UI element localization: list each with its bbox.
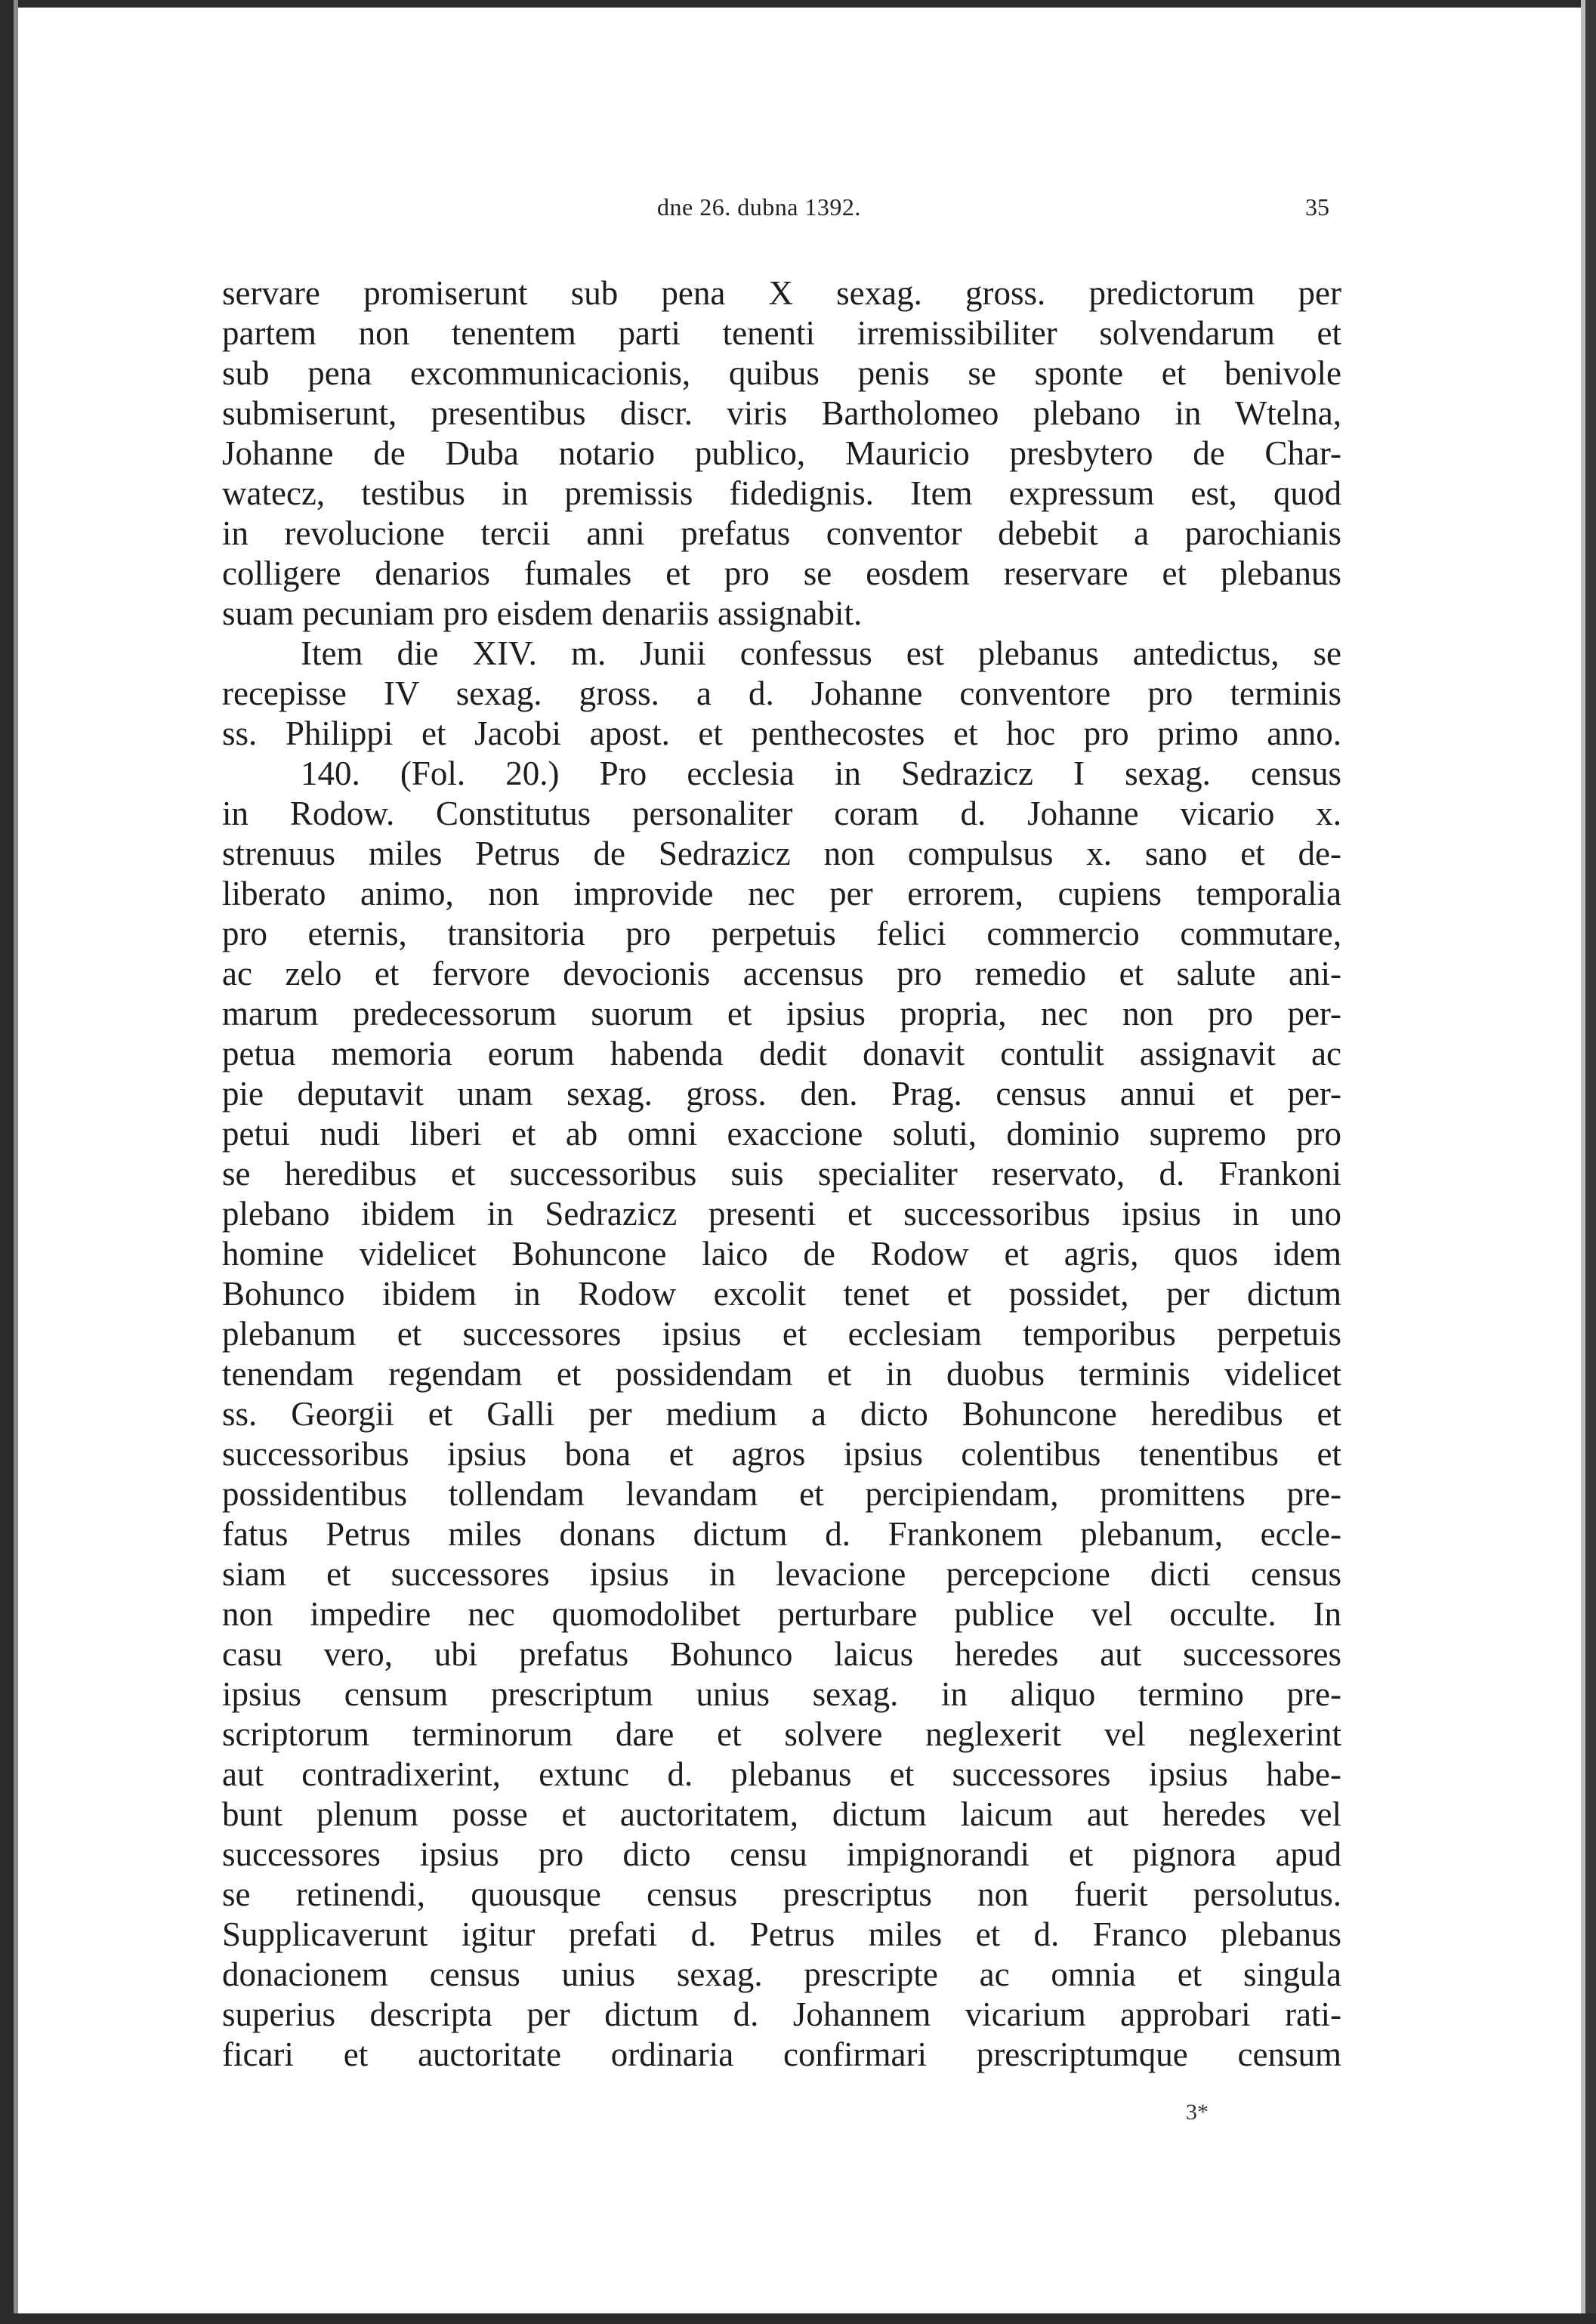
text-line: successoribus ipsius bona et agros ipsius colentibus tenentibus et xyxy=(222,1435,1341,1473)
text-line: casu vero, ubi prefatus Bohunco laicus heredes aut successores xyxy=(222,1635,1341,1673)
text-line: suam pecuniam pro eisdem denariis assignabit. xyxy=(222,594,863,632)
text-line: colligere denarios fumales et pro se eosdem reservare et plebanus xyxy=(222,554,1341,592)
text-line: Bohunco ibidem in Rodow excolit tenet et possidet, per dictum xyxy=(222,1275,1341,1313)
text-line: ss. Philippi et Jacobi apost. et penthecostes et hoc pro primo anno. xyxy=(222,714,1341,752)
page-number: 35 xyxy=(1305,193,1329,221)
scan-edge-right xyxy=(1585,0,1596,2324)
text-line: ss. Georgii et Galli per medium a dicto Bohuncone heredibus et xyxy=(222,1395,1341,1433)
text-line: ac zelo et fervore devocionis accensus pro remedio et salute ani- xyxy=(222,955,1341,992)
text-line: in Rodow. Constitutus personaliter coram d. Johanne vicario x. xyxy=(222,795,1341,832)
scan-edge-top xyxy=(0,0,1596,8)
text-line: se retinendi, quousque census prescriptus non fuerit persolutus. xyxy=(222,1875,1341,1913)
text-line: possidentibus tollendam levandam et percipiendam, promittens pre- xyxy=(222,1475,1341,1513)
text-line: se heredibus et successoribus suis specialiter reservato, d. Frankoni xyxy=(222,1155,1341,1193)
text-line: pie deputavit unam sexag. gross. den. Prag. census annui et per- xyxy=(222,1075,1341,1113)
body-text xyxy=(222,273,1341,2075)
text-line: homine videlicet Bohuncone laico de Rodow et agris, quos idem xyxy=(222,1235,1341,1273)
text-line: donacionem census unius sexag. prescripte ac omnia et singula xyxy=(222,1955,1341,1993)
text-line: in revolucione tercii anni prefatus conventor debebit a parochianis xyxy=(222,514,1341,552)
text-line: submiserunt, presentibus discr. viris Bartholomeo plebano in Wtelna, xyxy=(222,394,1341,432)
text-line: successores ipsius pro dicto censu impignorandi et pignora apud xyxy=(222,1835,1341,1873)
text-line: superius descripta per dictum d. Johannem vicarium approbari rati- xyxy=(222,1995,1341,2033)
scan-edge-left xyxy=(0,0,14,2324)
text-line: sub pena excommunicacionis, quibus penis se sponte et benivole xyxy=(222,354,1341,392)
text-line: petui nudi liberi et ab omni exaccione soluti, dominio supremo pro xyxy=(222,1115,1341,1153)
text-line: liberato animo, non improvide nec per errorem, cupiens temporalia xyxy=(222,875,1341,912)
text-line: non impedire nec quomodolibet perturbare publice vel occulte. In xyxy=(222,1595,1341,1633)
text-line: petua memoria eorum habenda dedit donavit contulit assignavit ac xyxy=(222,1035,1341,1072)
sheet-signature-mark: 3* xyxy=(1186,2100,1209,2125)
scan-edge-right-shadow xyxy=(1581,0,1585,2324)
text-line: recepisse IV sexag. gross. a d. Johanne conventore pro terminis xyxy=(222,674,1341,712)
text-line: aut contradixerint, extunc d. plebanus et successores ipsius habe- xyxy=(222,1755,1341,1793)
text-line: partem non tenentem parti tenenti irremissibiliter solvendarum et xyxy=(222,314,1341,352)
running-head: dne 26. dubna 1392. xyxy=(657,193,861,221)
text-line: plebanum et successores ipsius et ecclesiam temporibus perpetuis xyxy=(222,1315,1341,1353)
text-line: fatus Petrus miles donans dictum d. Frankonem plebanum, eccle- xyxy=(222,1515,1341,1553)
entry-140-heading-line: 140. (Fol. 20.) Pro ecclesia in Sedrazicz I sexag. census xyxy=(301,755,1341,792)
text-line: Item die XIV. m. Junii confessus est plebanus antedictus, se xyxy=(301,634,1341,672)
scan-edge-bottom xyxy=(0,2313,1596,2324)
text-line: strenuus miles Petrus de Sedrazicz non compulsus x. sano et de- xyxy=(222,835,1341,872)
text-line: servare promiserunt sub pena X sexag. gross. predictorum per xyxy=(222,274,1341,312)
text-line: marum predecessorum suorum et ipsius propria, nec non pro per- xyxy=(222,995,1341,1032)
text-line: pro eternis, transitoria pro perpetuis felici commercio commutare, xyxy=(222,915,1341,952)
text-line: siam et successores ipsius in levacione percepcione dicti census xyxy=(222,1555,1341,1593)
text-line: Johanne de Duba notario publico, Mauricio presbytero de Char- xyxy=(222,434,1341,472)
text-line: Supplicaverunt igitur prefati d. Petrus miles et d. Franco plebanus xyxy=(222,1915,1341,1953)
scan-edge-left-shadow xyxy=(14,0,18,2324)
text-line: scriptorum terminorum dare et solvere neglexerit vel neglexerint xyxy=(222,1715,1341,1753)
text-line: bunt plenum posse et auctoritatem, dictum laicum aut heredes vel xyxy=(222,1795,1341,1833)
text-line: tenendam regendam et possidendam et in duobus terminis videlicet xyxy=(222,1355,1341,1393)
text-line: plebano ibidem in Sedrazicz presenti et successoribus ipsius in uno xyxy=(222,1195,1341,1233)
text-line: ipsius censum prescriptum unius sexag. in aliquo termino pre- xyxy=(222,1675,1341,1713)
text-line: ficari et auctoritate ordinaria confirmari prescriptumque censum xyxy=(222,2035,1341,2073)
text-line: watecz, testibus in premissis fidedignis. Item expressum est, quod xyxy=(222,474,1341,512)
